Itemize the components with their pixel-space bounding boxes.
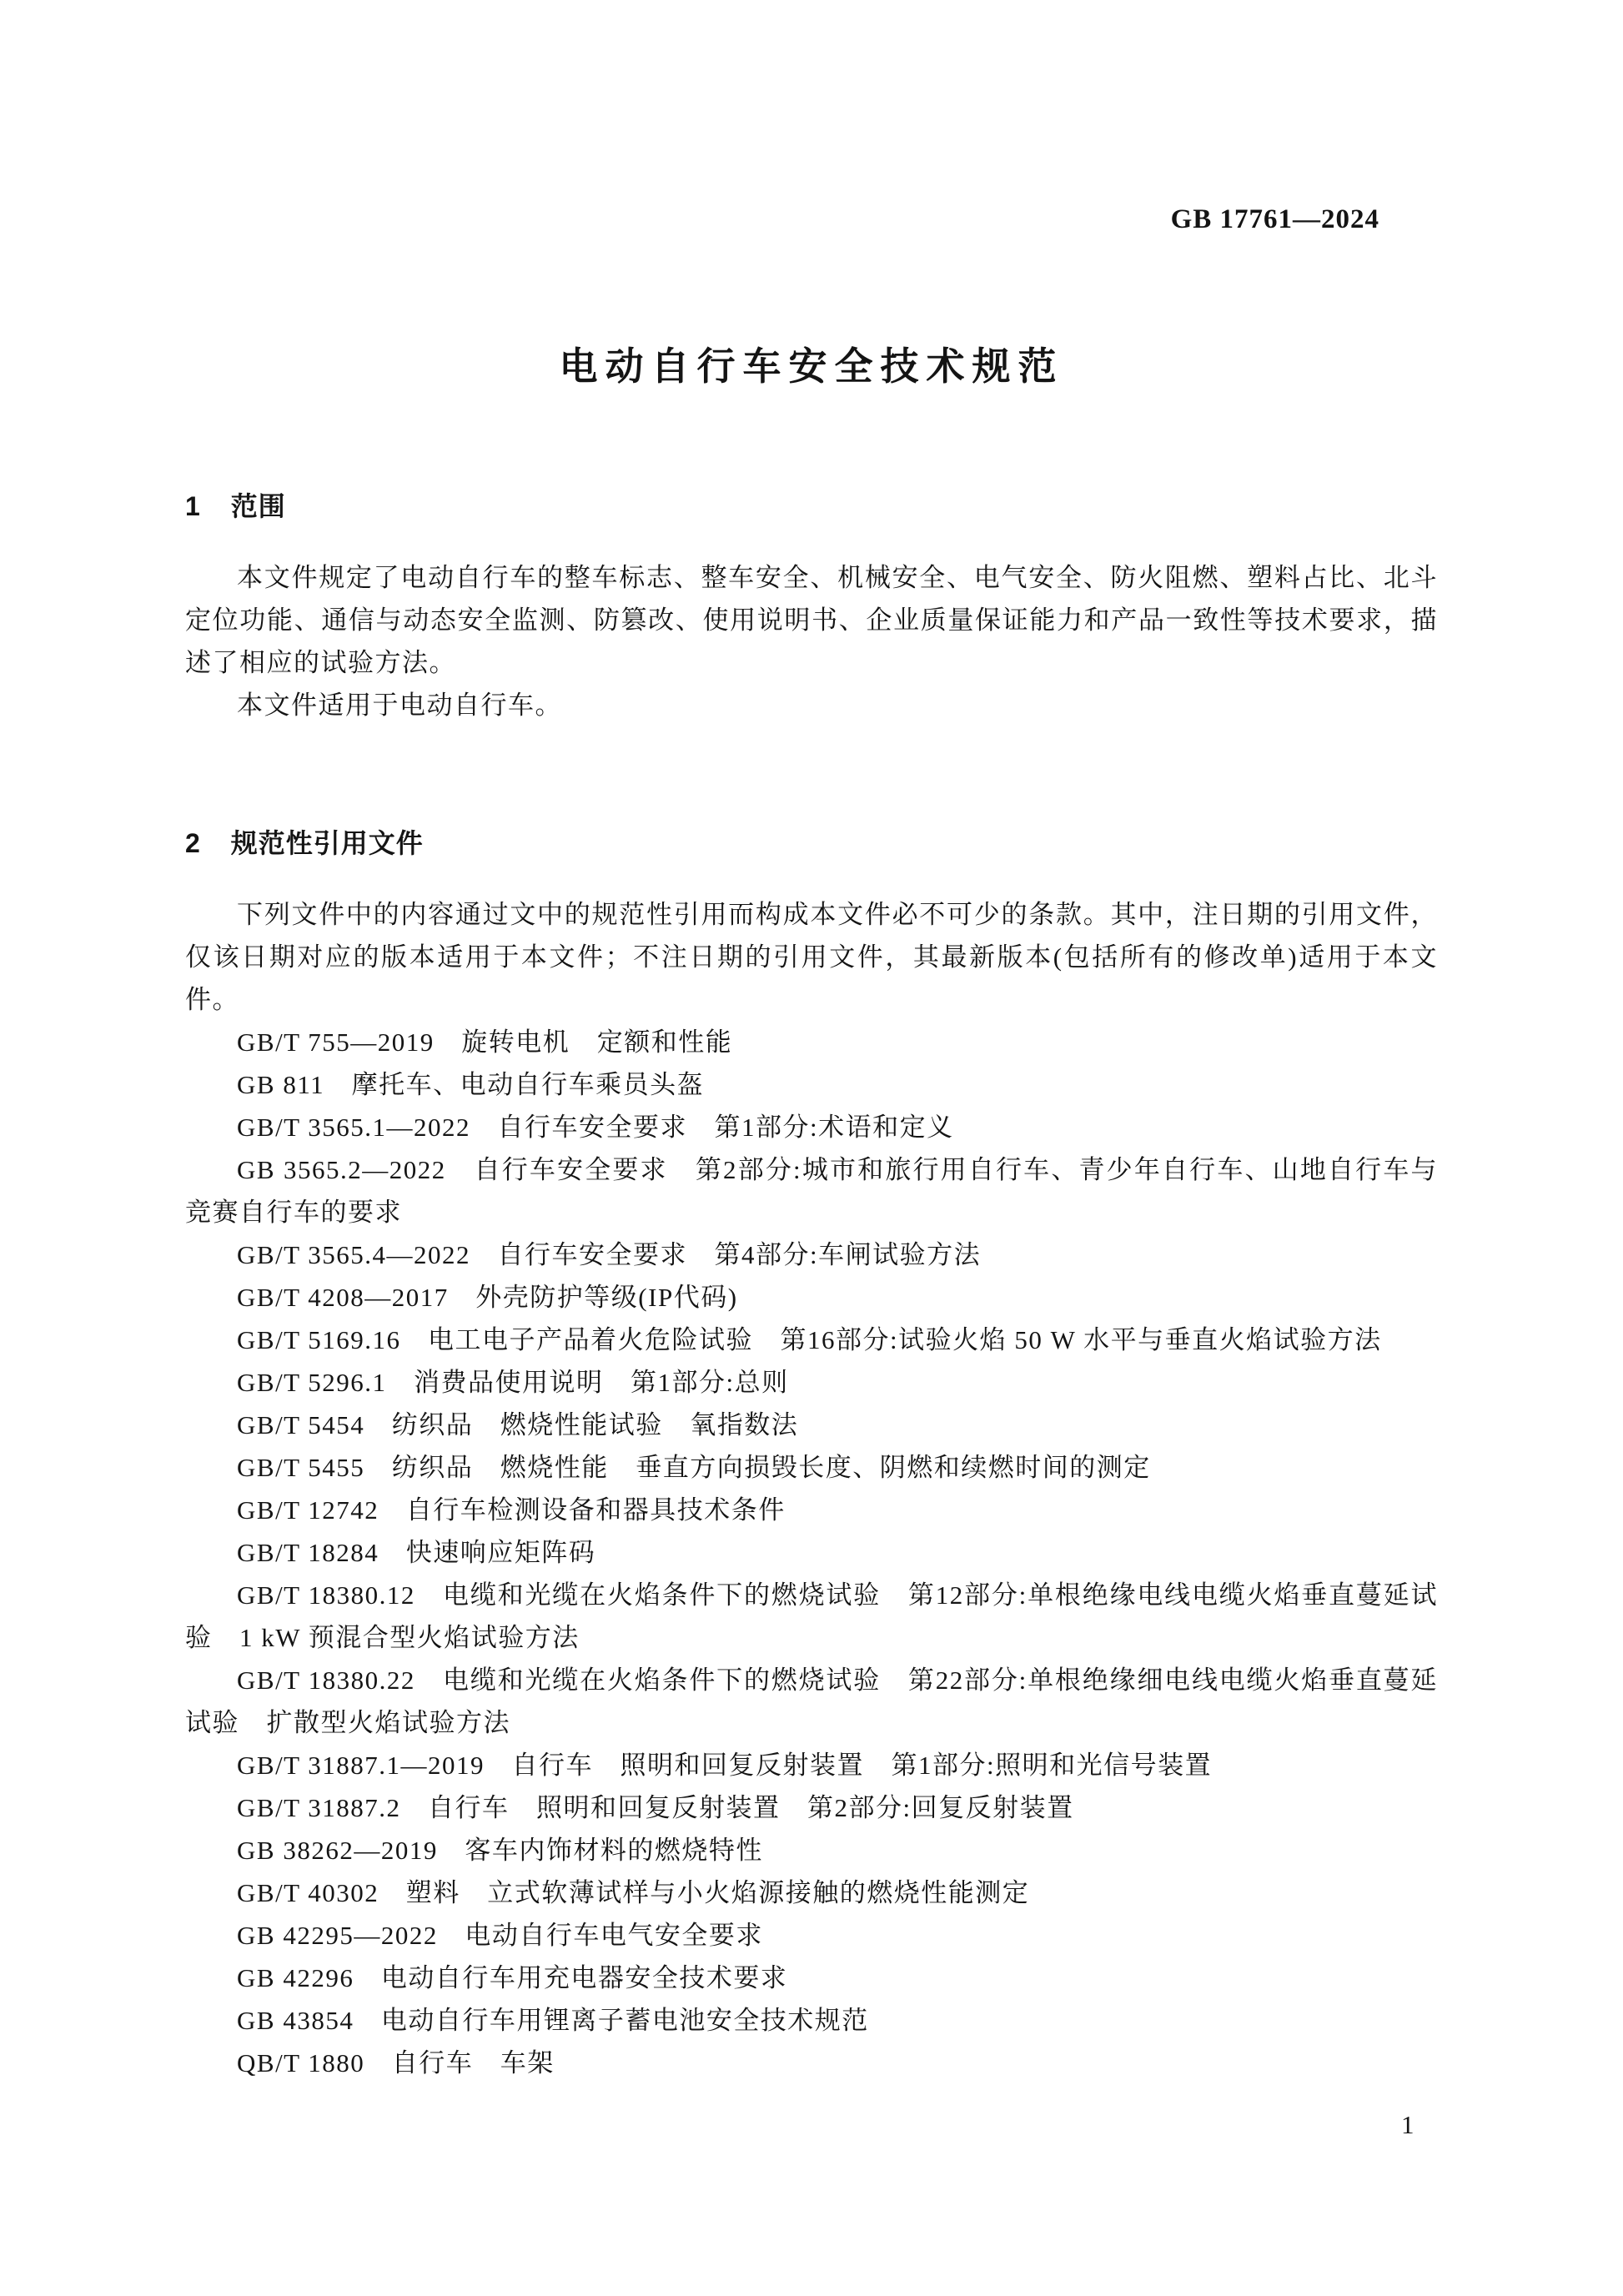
reference-item: GB 42296 电动自行车用充电器安全技术要求 [237, 1963, 788, 1992]
section-2-title: 规范性引用文件 [230, 828, 424, 858]
section-1-title: 范围 [230, 491, 286, 521]
reference-item: GB/T 5455 纺织品 燃烧性能 垂直方向损毁长度、阴燃和续燃时间的测定 [237, 1453, 1151, 1482]
section-1-heading [185, 488, 1438, 525]
reference-item: GB/T 18380.12 电缆和光缆在火焰条件下的燃烧试验 第12部分:单根绝缘电线电缆火焰垂直蔓延试验 1 kW 预混合型火焰试验方法 [185, 1580, 1438, 1652]
reference-item: GB/T 3565.1—2022 自行车安全要求 第1部分:术语和定义 [237, 1113, 954, 1142]
reference-item: GB/T 31887.1—2019 自行车 照明和回复反射装置 第1部分:照明和光信号装置 [237, 1751, 1213, 1780]
reference-item: GB/T 3565.4—2022 自行车安全要求 第4部分:车闸试验方法 [237, 1240, 982, 1269]
reference-item: GB/T 31887.2 自行车 照明和回复反射装置 第2部分:回复反射装置 [237, 1793, 1074, 1822]
reference-item: GB 38262—2019 客车内饰材料的燃烧特性 [237, 1836, 763, 1865]
reference-item: GB 3565.2—2022 自行车安全要求 第2部分:城市和旅行用自行车、青少年自行车、山地自行车与竞赛自行车的要求 [185, 1155, 1438, 1227]
document-title: 电动自行车安全技术规范 [559, 344, 1064, 388]
standard-number: GB 17761—2024 [1170, 204, 1379, 234]
reference-item: GB/T 5296.1 消费品使用说明 第1部分:总则 [237, 1368, 789, 1397]
scope-paragraph: 本文件规定了电动自行车的整车标志、整车安全、机械安全、电气安全、防火阻燃、塑料占比、北斗定位功能、通信与动态安全监测、防篡改、使用说明书、企业质量保证能力和产品一致性等技术要求，描述了相应的试验方法。 [185, 563, 1438, 677]
reference-item: GB 811 摩托车、电动自行车乘员头盔 [237, 1070, 705, 1099]
reference-item: GB/T 5454 纺织品 燃烧性能试验 氧指数法 [237, 1410, 799, 1439]
reference-item: GB/T 4208—2017 外壳防护等级(IP代码) [237, 1283, 738, 1312]
reference-item: QB/T 1880 自行车 车架 [237, 2048, 555, 2077]
reference-item: GB 43854 电动自行车用锂离子蓄电池安全技术规范 [237, 2006, 869, 2035]
reference-item: GB/T 18284 快速响应矩阵码 [237, 1538, 596, 1567]
scope-paragraph: 本文件适用于电动自行车。 [237, 691, 562, 720]
reference-item: GB/T 5169.16 电工电子产品着火危险试验 第16部分:试验火焰 50 W 水平与垂直火焰试验方法 [237, 1325, 1382, 1354]
section-2-number: 2 [185, 828, 201, 858]
reference-item: GB/T 18380.22 电缆和光缆在火焰条件下的燃烧试验 第22部分:单根绝缘细电线电缆火焰垂直蔓延试验 扩散型火焰试验方法 [185, 1665, 1438, 1737]
section-2-heading [185, 825, 1438, 862]
reference-item: GB 42295—2022 电动自行车电气安全要求 [237, 1921, 763, 1950]
reference-item: GB/T 755—2019 旋转电机 定额和性能 [237, 1027, 733, 1057]
reference-item: GB/T 40302 塑料 立式软薄试样与小火焰源接触的燃烧性能测定 [237, 1878, 1030, 1907]
reference-item: GB/T 12742 自行车检测设备和器具技术条件 [237, 1495, 786, 1525]
page-number: 1 [1401, 2110, 1414, 2139]
references-intro-paragraph: 下列文件中的内容通过文中的规范性引用而构成本文件必不可少的条款。其中，注日期的引用文件，仅该日期对应的版本适用于本文件；不注日期的引用文件，其最新版本(包括所有的修改单)适用于本文件。 [185, 900, 1438, 1014]
section-1-number: 1 [185, 491, 201, 521]
